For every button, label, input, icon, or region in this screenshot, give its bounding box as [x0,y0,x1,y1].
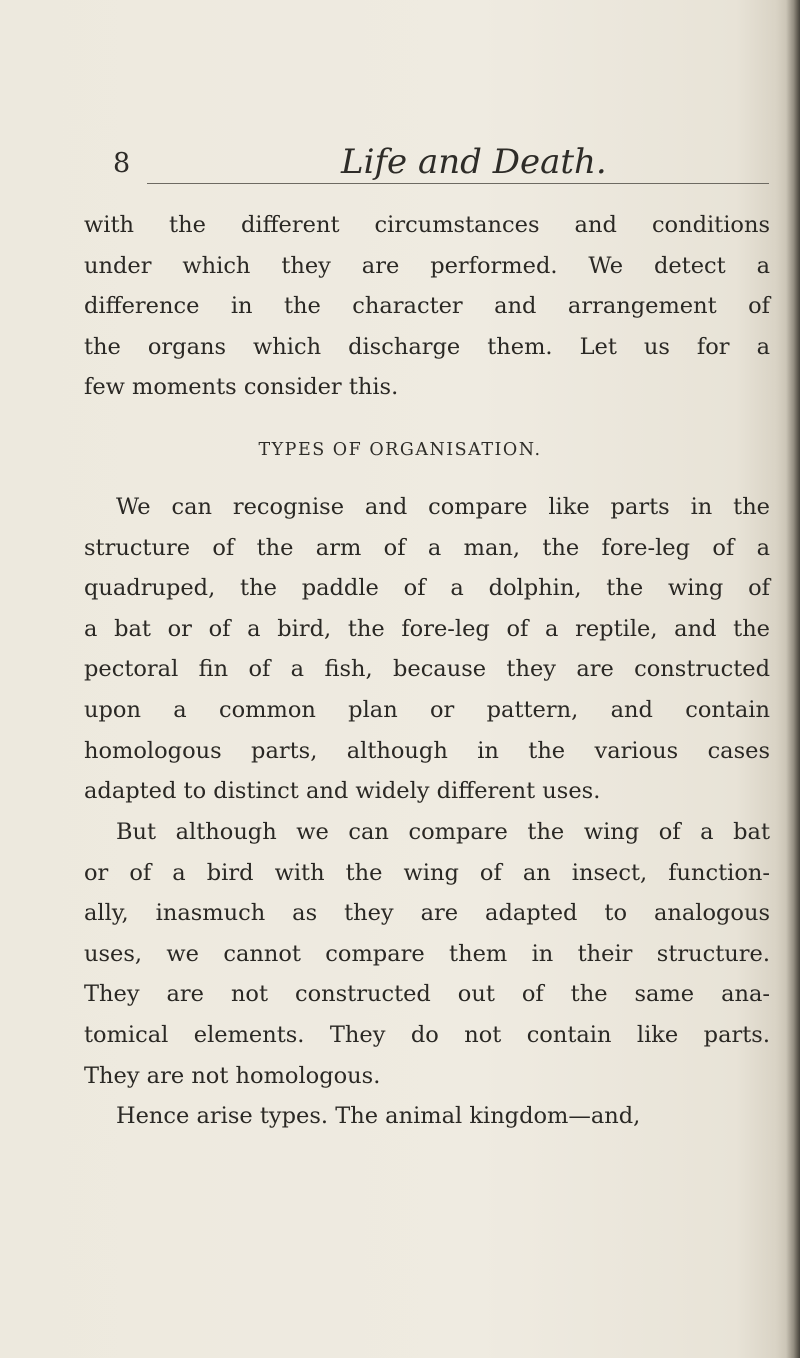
page-edge-shadow [786,0,800,1358]
text-line: or of a bird with the wing of an insect, function- [84,859,770,886]
text-line: ally, inasmuch as they are adapted to analogous [84,900,770,927]
text-line: pectoral fin of a fish, because they are constructed [84,656,770,683]
text-line: They are not constructed out of the same ana- [84,981,770,1008]
intro-paragraph [84,205,770,408]
paragraph-2 [84,812,770,1096]
text-line: upon a common plan or pattern, and contain [84,696,770,723]
text-line: under which they are performed. We detect a [84,252,770,279]
text-line: homologous parts, although in the various cases [84,737,770,764]
page-number: 8 [113,148,131,179]
text-line: tomical elements. They do not contain like parts. [84,1021,770,1048]
text-line: structure of the arm of a man, the fore-leg of a [84,534,770,561]
text-line: adapted to distinct and widely different uses. [84,778,601,805]
section-heading: TYPES OF ORGANISATION. [258,440,542,460]
text-line: But although we can compare the wing of a bat [116,819,770,845]
text-line: We can recognise and compare like parts in the [116,494,770,520]
paragraph-3 [84,1096,770,1137]
text-line: the organs which discharge them. Let us for a [84,333,770,360]
text-line: difference in the character and arrangement of [84,293,770,320]
text-line: a bat or of a bird, the fore-leg of a reptile, and the [84,615,770,642]
text-line: quadruped, the paddle of a dolphin, the wing of [84,575,770,602]
header-rule [147,183,769,184]
text-line: uses, we cannot compare them in their structure. [84,940,770,967]
text-line: Hence arise types. The animal kingdom—and, [116,1103,641,1129]
text-line: few moments consider this. [84,374,399,401]
text-line: with the different circumstances and conditions [84,212,770,238]
paragraph-1 [84,487,770,812]
page-header [113,142,773,198]
text-line: They are not homologous. [84,1062,381,1089]
running-title: Life and Death. [341,142,607,182]
